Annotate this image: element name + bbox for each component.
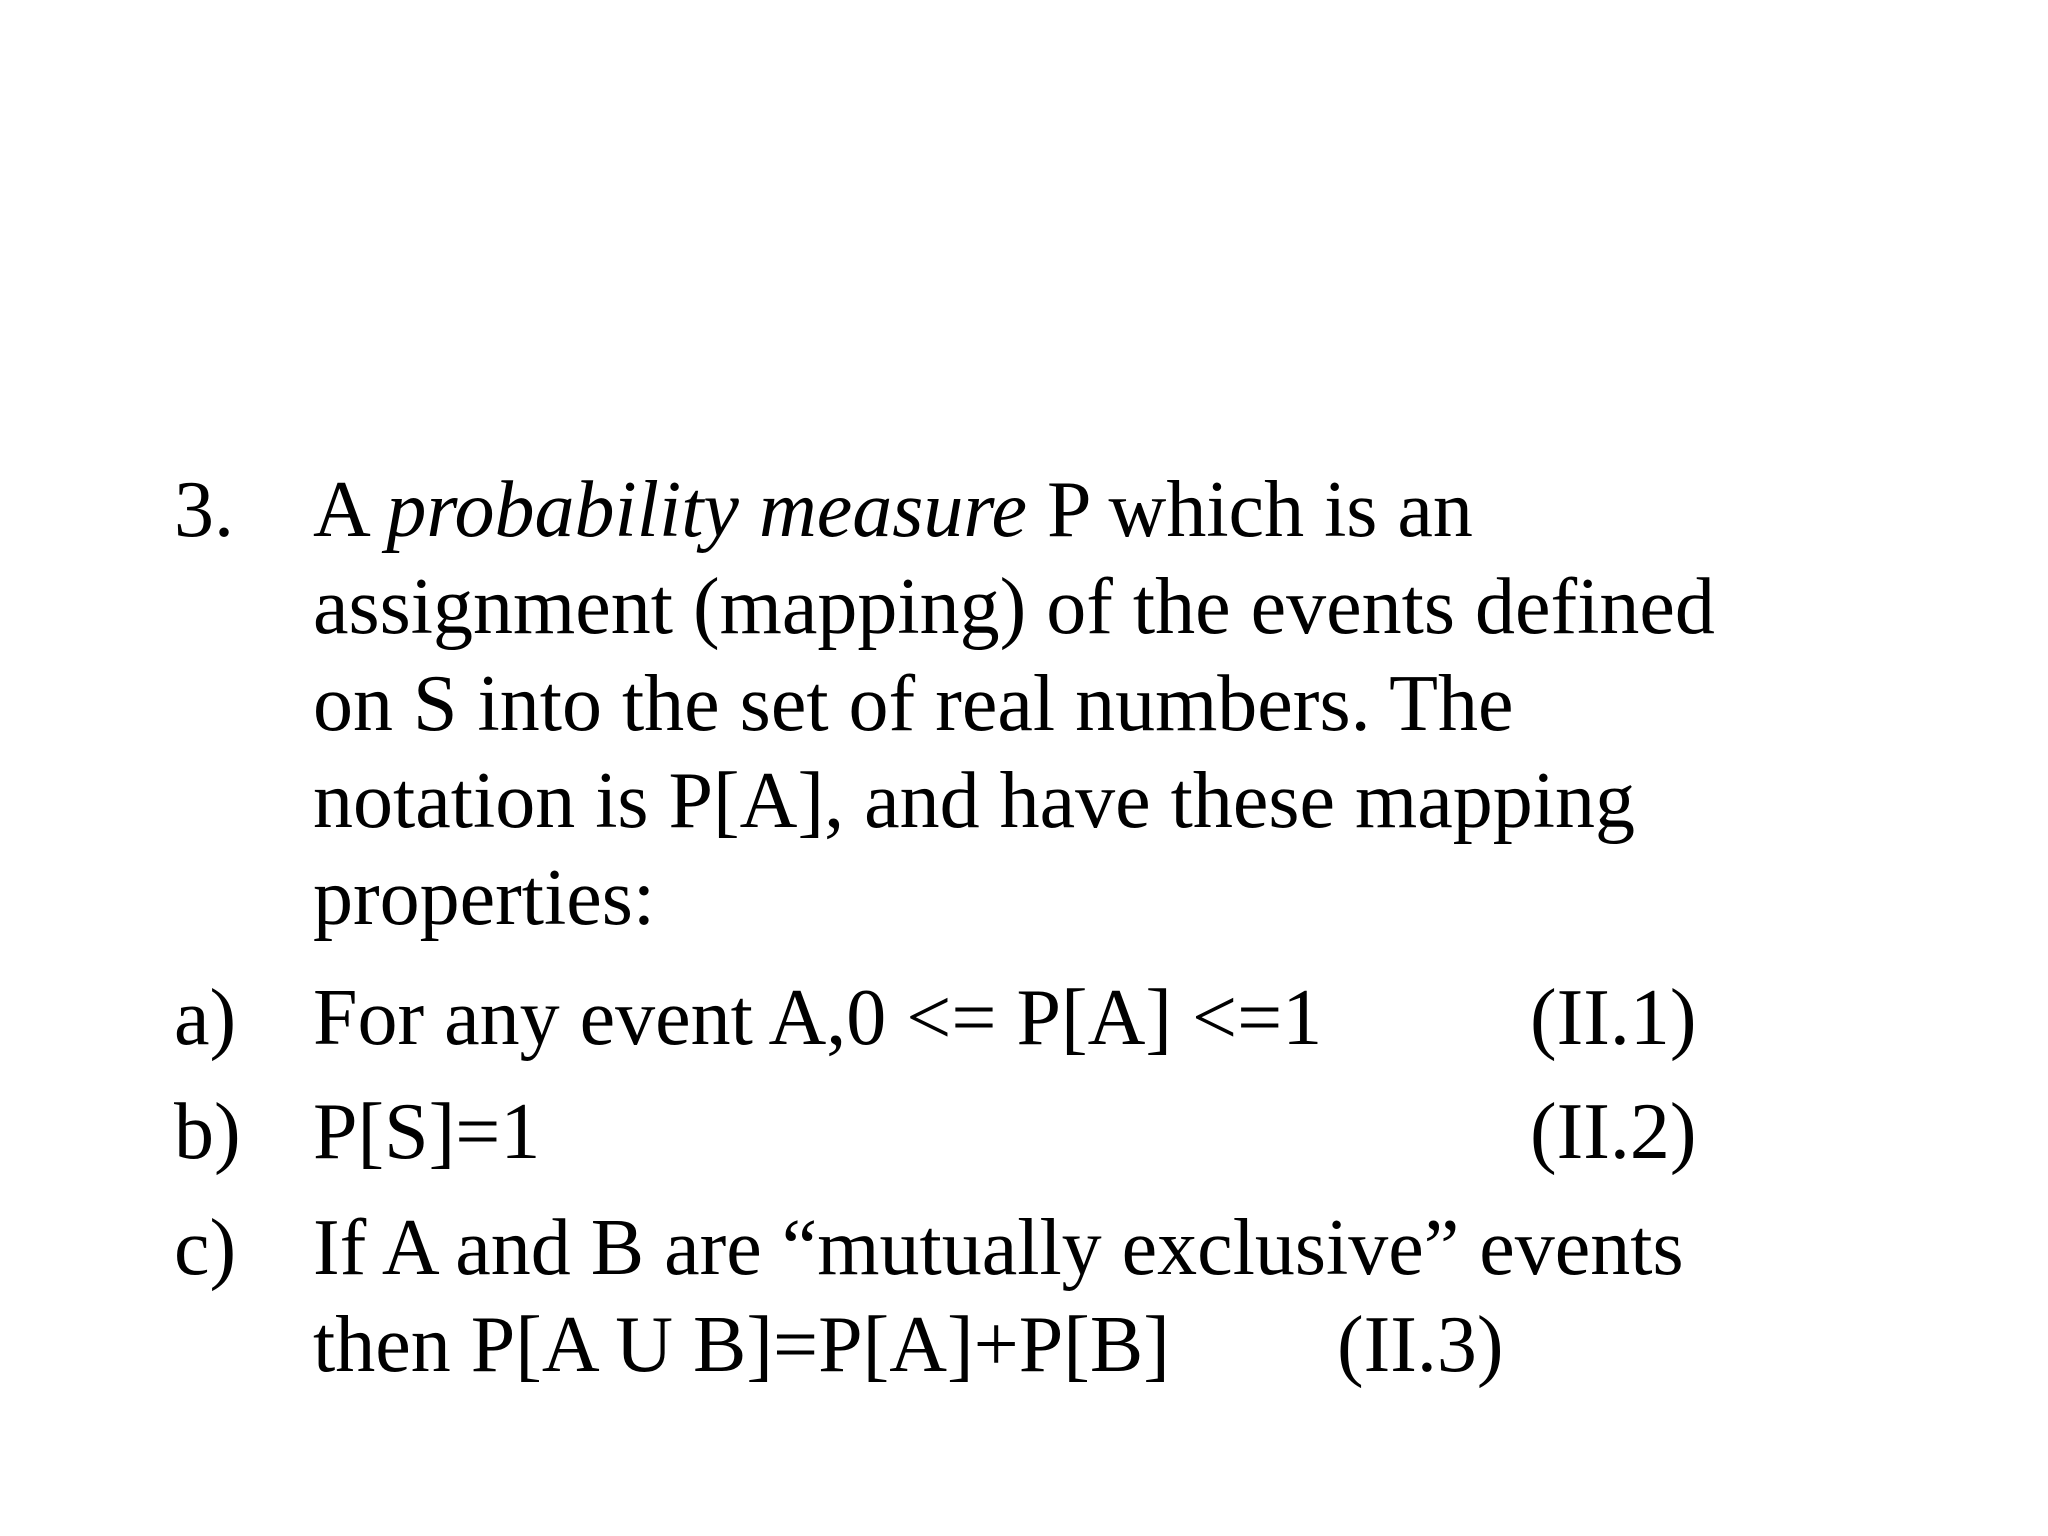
definition-line-1-pre: A	[313, 466, 387, 554]
definition-line-4: notation is P[A], and have these mapping	[313, 757, 1635, 845]
definition-line-1-post: P which is an	[1027, 466, 1473, 554]
definition-text	[313, 462, 1873, 947]
list-marker: a)	[174, 974, 237, 1062]
definition-line-2: assignment (mapping) of the events defined	[313, 563, 1715, 651]
property-c-line-1: If A and B are “mutually exclusive” events	[313, 1204, 1684, 1292]
list-marker: c)	[174, 1204, 237, 1292]
property-a-text: For any event A,0 <= P[A] <=1	[313, 974, 1323, 1062]
list-marker: b)	[174, 1088, 241, 1176]
equation-ref-II-3: (II.3)	[1337, 1301, 1504, 1389]
definition-line-1	[313, 462, 1873, 559]
equation-ref-II-2: (II.2)	[1530, 1088, 1697, 1176]
definition-line-5: properties:	[313, 854, 656, 942]
list-marker: 3.	[174, 466, 234, 554]
property-c-line-2: then P[A U B]=P[A]+P[B]	[313, 1301, 1170, 1389]
equation-ref-II-1: (II.1)	[1530, 974, 1697, 1062]
definition-line-3: on S into the set of real numbers. The	[313, 660, 1514, 748]
property-b-text: P[S]=1	[313, 1088, 541, 1176]
term-probability-measure: probability measure	[386, 466, 1028, 554]
